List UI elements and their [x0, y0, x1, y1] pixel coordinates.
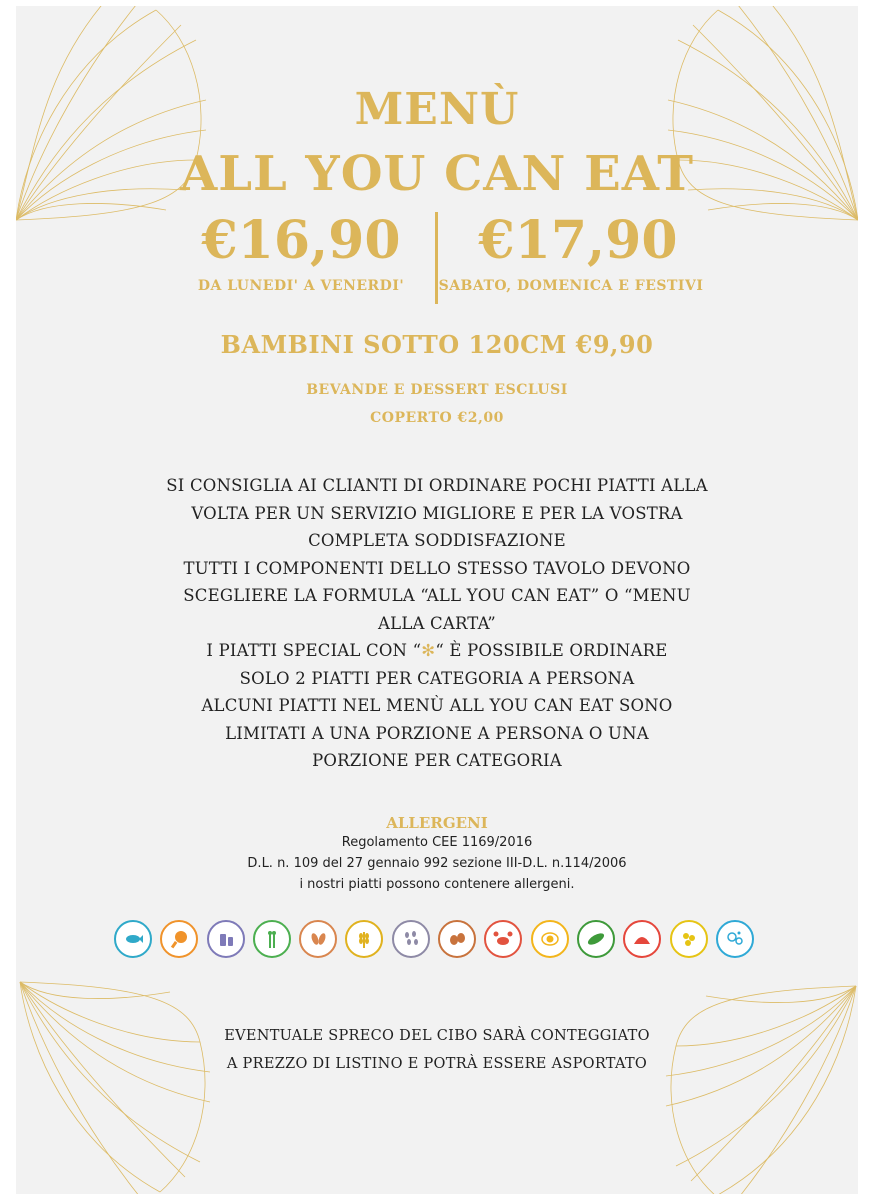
weekday-label: DA LUNEDI' A VENERDI' [197, 278, 405, 294]
ginkgo-leaf-bottom-right-icon [646, 976, 858, 1194]
nut-icon [438, 920, 476, 958]
waste-line: A PREZZO DI LISTINO E POTRÀ ESSERE ASPORTATO [226, 1056, 648, 1072]
shell-icon [623, 920, 661, 958]
fish-icon [114, 920, 152, 958]
rule-line-part: “ È POSSIBILE ORDINARE [435, 641, 668, 660]
regulation-line: Regolamento CEE 1169/2016 [341, 835, 533, 850]
sulphite-icon [716, 920, 754, 958]
wheat-icon [345, 920, 383, 958]
rule-line: SOLO 2 PIATTI PER CATEGORIA A PERSONA [239, 668, 635, 688]
peanut-icon [299, 920, 337, 958]
rule-line-part: I PIATTI SPECIAL CON “ [206, 641, 422, 660]
chicken-leg-icon [160, 920, 198, 958]
regulation-line: D.L. n. 109 del 27 gennaio 992 sezione III-D.L. n.114/2006 [247, 856, 627, 871]
rule-line: VOLTA PER UN SERVIZIO MIGLIORE E PER LA VOSTRA [191, 503, 683, 523]
rule-line: LIMITATI A UNA PORZIONE A PERSONA O UNA [225, 723, 649, 743]
allergens-heading: ALLERGENI [386, 814, 488, 832]
rule-line [156, 637, 718, 665]
rule-line: TUTTI I COMPONENTI DELLO STESSO TAVOLO DEVONO [183, 558, 691, 578]
allergens-regulation [16, 832, 858, 895]
rule-line: PORZIONE PER CATEGORIA [312, 751, 562, 770]
rule-line: COMPLETA SODDISFAZIONE [308, 531, 566, 550]
menu-title: MENÙ [354, 84, 520, 135]
rules-text [156, 472, 718, 775]
soy-icon [577, 920, 615, 958]
celery-icon [253, 920, 291, 958]
mustard-icon [670, 920, 708, 958]
crab-icon [484, 920, 522, 958]
weekday-price: €16,90 [201, 210, 401, 271]
rule-line: SI CONSIGLIA AI CLIANTI DI ORDINARE POCHI PIATTI ALLA [166, 476, 708, 495]
allergen-icons [114, 920, 754, 960]
weekend-label: SABATO, DOMENICA E FESTIVI [438, 278, 704, 294]
menu-page [16, 6, 858, 1194]
cover-charge: COPERTO €2,00 [370, 410, 504, 426]
ginkgo-leaf-bottom-left-icon [16, 972, 230, 1194]
regulation-line: i nostri piatti possono contenere allergeni. [299, 877, 575, 892]
food-waste-notice [16, 1022, 858, 1078]
rule-line: ALLA CARTA” [378, 613, 496, 633]
excluded-note: BEVANDE E DESSERT ESCLUSI [306, 382, 568, 398]
special-star-icon: ✻ [421, 641, 436, 660]
egg-icon [531, 920, 569, 958]
milk-icon [207, 920, 245, 958]
waste-line: EVENTUALE SPRECO DEL CIBO SARÀ CONTEGGIATO [224, 1028, 650, 1044]
weekend-price: €17,90 [478, 210, 678, 271]
kids-price: BAMBINI SOTTO 120CM €9,90 [220, 330, 654, 359]
rule-line: SCEGLIERE LA FORMULA “ALL YOU CAN EAT” O “MENU [183, 586, 691, 605]
rule-line: ALCUNI PIATTI NEL MENÙ ALL YOU CAN EAT SONO [201, 696, 673, 715]
sesame-icon [392, 920, 430, 958]
menu-subtitle: ALL YOU CAN EAT [179, 146, 695, 202]
